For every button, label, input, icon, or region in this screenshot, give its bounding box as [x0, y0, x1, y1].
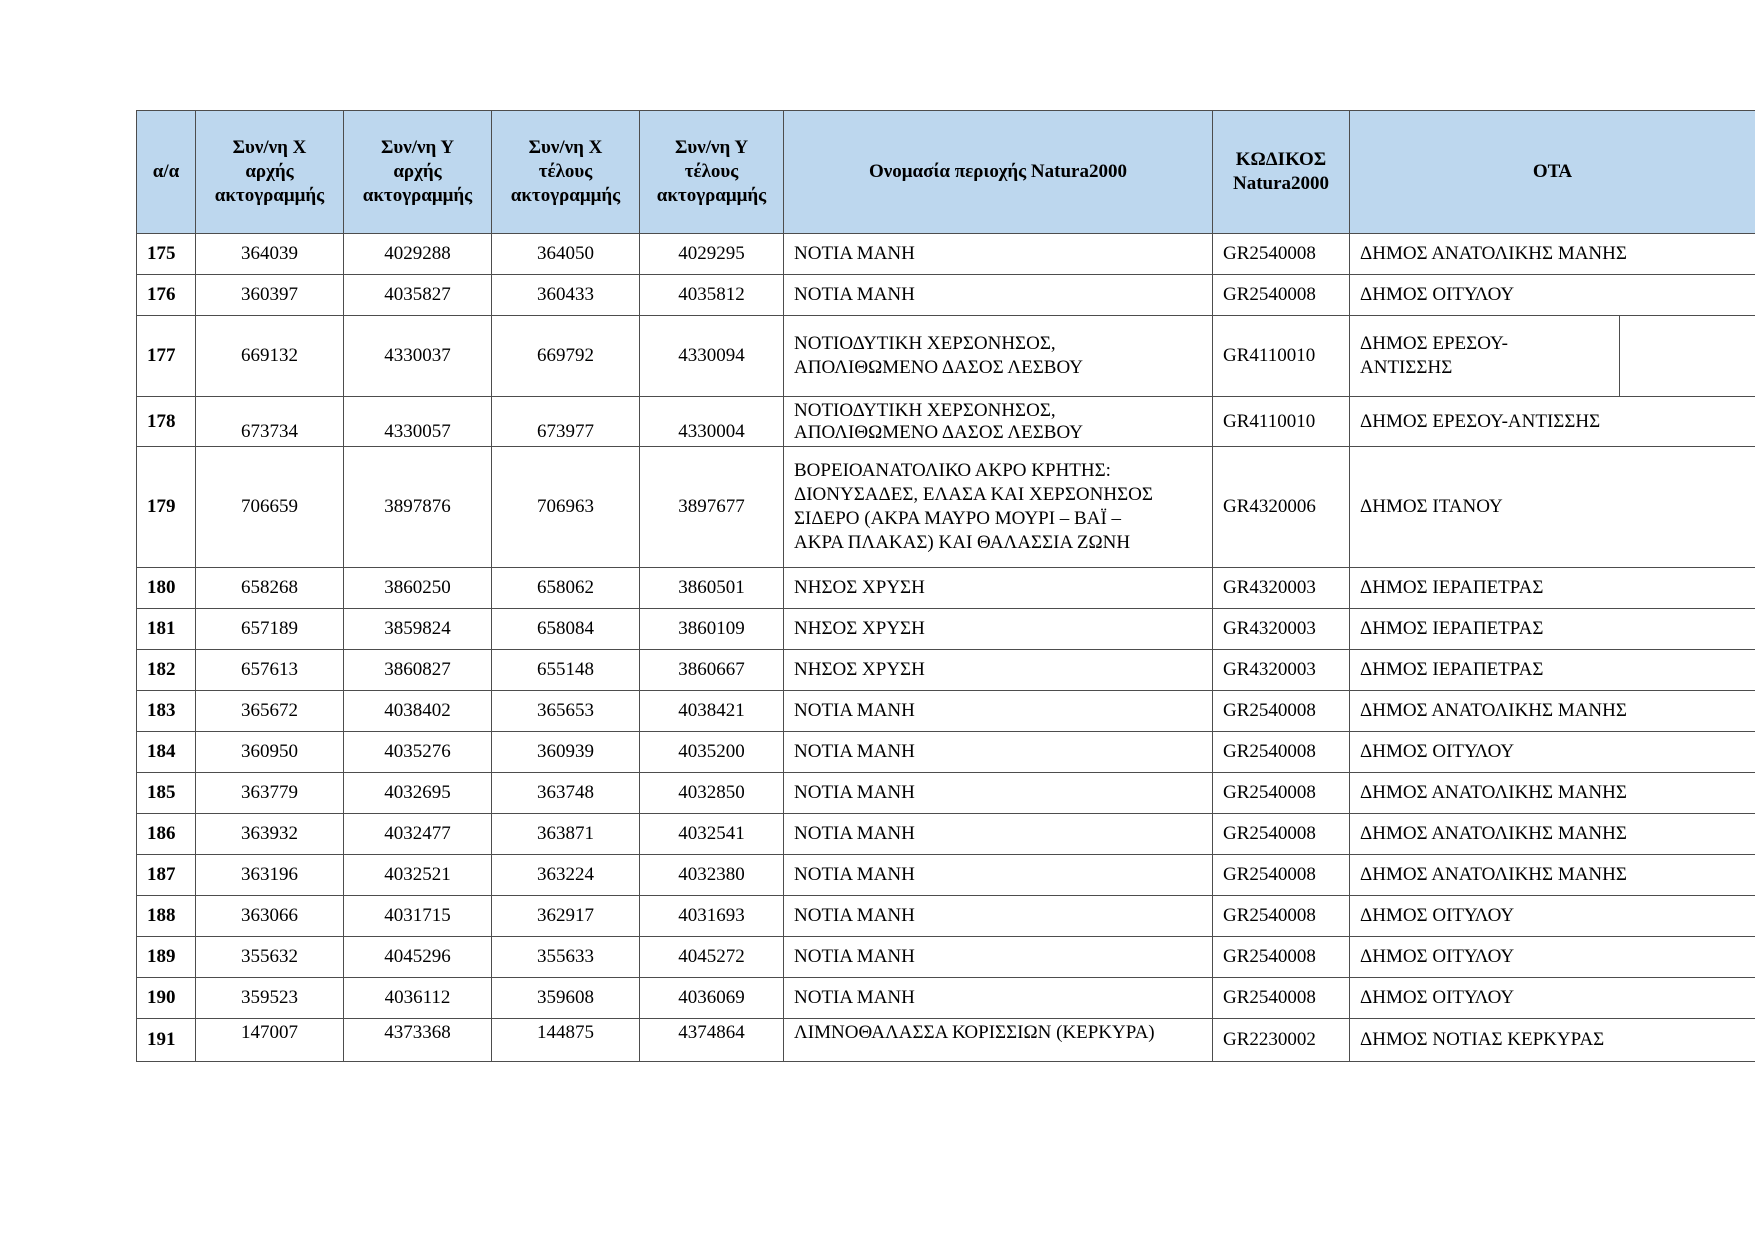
cell-x-start: 147007: [196, 1019, 344, 1062]
cell-aa: 186: [137, 814, 196, 855]
cell-ota: ΔΗΜΟΣ ΙΤΑΝΟΥ: [1350, 447, 1755, 568]
table-row: [137, 978, 1755, 1019]
cell-name-line: ΑΚΡΑ ΠΛΑΚΑΣ) ΚΑΙ ΘΑΛΑΣΣΙΑ ΖΩΝΗ: [794, 532, 1131, 553]
cell-name: ΝΗΣΟΣ ΧΡΥΣΗ: [784, 650, 1213, 691]
cell-x-end: 362917: [492, 896, 640, 937]
header-x-end-line: τέλους: [538, 161, 593, 182]
cell-y-end: 4035812: [640, 275, 784, 316]
cell-code: GR2540008: [1213, 937, 1350, 978]
cell-name: ΝΗΣΟΣ ΧΡΥΣΗ: [784, 568, 1213, 609]
cell-x-end: 365653: [492, 691, 640, 732]
cell-y-end: 4330094: [640, 316, 784, 397]
cell-x-start: 669132: [196, 316, 344, 397]
cell-ota: ΔΗΜΟΣ ΟΙΤΥΛΟΥ: [1350, 937, 1755, 978]
table-row: [137, 773, 1755, 814]
table-header-row: [137, 111, 1755, 234]
cell-name-line: ΑΠΟΛΙΘΩΜΕΝΟ ΔΑΣΟΣ ΛΕΣΒΟΥ: [794, 421, 1083, 443]
cell-ota: ΔΗΜΟΣ ΑΝΑΤΟΛΙΚΗΣ ΜΑΝΗΣ: [1350, 855, 1755, 896]
cell-x-end: 355633: [492, 937, 640, 978]
cell-aa: 191: [137, 1019, 196, 1062]
cell-y-end: 4035200: [640, 732, 784, 773]
header-x-start: [196, 111, 344, 234]
cell-x-end: 673977: [492, 397, 640, 447]
table-row: [137, 275, 1755, 316]
cell-y-end: 4032541: [640, 814, 784, 855]
cell-y-start: 4330037: [344, 316, 492, 397]
ota-split: [1350, 316, 1755, 396]
cell-y-end: 4031693: [640, 896, 784, 937]
cell-x-start: 658268: [196, 568, 344, 609]
header-x-end-line: ακτογραμμής: [510, 185, 621, 206]
table-row: [137, 316, 1755, 397]
cell-x-start: 363066: [196, 896, 344, 937]
cell-ota: ΔΗΜΟΣ ΕΡΕΣΟΥ-ΑΝΤΙΣΣΗΣ: [1350, 397, 1755, 447]
cell-ota: [1350, 316, 1755, 397]
cell-y-start: 4032695: [344, 773, 492, 814]
header-y-end: [640, 111, 784, 234]
cell-code: GR2540008: [1213, 234, 1350, 275]
table-row: [137, 1019, 1755, 1062]
cell-y-end: 3860667: [640, 650, 784, 691]
header-y-end-line: τέλους: [684, 161, 739, 182]
cell-ota: ΔΗΜΟΣ ΑΝΑΤΟΛΙΚΗΣ ΜΑΝΗΣ: [1350, 234, 1755, 275]
cell-name: ΝΟΤΙΑ ΜΑΝΗ: [784, 234, 1213, 275]
cell-aa: 182: [137, 650, 196, 691]
cell-y-start: 4029288: [344, 234, 492, 275]
cell-x-start: 365672: [196, 691, 344, 732]
cell-x-end: 360433: [492, 275, 640, 316]
cell-x-start: 706659: [196, 447, 344, 568]
cell-y-start: 4035276: [344, 732, 492, 773]
header-x-start-line: ακτογραμμής: [214, 185, 325, 206]
cell-x-start: 363779: [196, 773, 344, 814]
cell-x-end: 359608: [492, 978, 640, 1019]
table-row: [137, 732, 1755, 773]
cell-name: ΝΗΣΟΣ ΧΡΥΣΗ: [784, 609, 1213, 650]
cell-x-end: 658084: [492, 609, 640, 650]
cell-aa: 175: [137, 234, 196, 275]
cell-code: GR2540008: [1213, 691, 1350, 732]
cell-x-end: 363748: [492, 773, 640, 814]
cell-ota: ΔΗΜΟΣ ΙΕΡΑΠΕΤΡΑΣ: [1350, 609, 1755, 650]
table-row: [137, 609, 1755, 650]
cell-name-line: ΣΙΔΕΡΟ (ΑΚΡΑ ΜΑΥΡΟ ΜΟΥΡΙ – ΒΑΪ –: [794, 508, 1122, 529]
cell-name-line: ΑΠΟΛΙΘΩΜΕΝΟ ΔΑΣΟΣ ΛΕΣΒΟΥ: [794, 357, 1083, 378]
cell-name: ΝΟΤΙΑ ΜΑΝΗ: [784, 855, 1213, 896]
cell-name: [784, 447, 1213, 568]
cell-name-line: ΝΟΤΙΟΔΥΤΙΚΗ ΧΕΡΣΟΝΗΣΟΣ,: [794, 333, 1056, 354]
header-code: [1213, 111, 1350, 234]
cell-y-start: 4031715: [344, 896, 492, 937]
table-row: [137, 234, 1755, 275]
cell-ota: ΔΗΜΟΣ ΟΙΤΥΛΟΥ: [1350, 978, 1755, 1019]
table-row: [137, 691, 1755, 732]
cell-y-end: 4330004: [640, 397, 784, 447]
cell-aa: 187: [137, 855, 196, 896]
cell-code: GR4320006: [1213, 447, 1350, 568]
cell-x-end: 669792: [492, 316, 640, 397]
cell-code: GR2540008: [1213, 275, 1350, 316]
table-row: [137, 937, 1755, 978]
cell-x-end: 706963: [492, 447, 640, 568]
cell-code: GR2540008: [1213, 773, 1350, 814]
cell-y-end: 4045272: [640, 937, 784, 978]
cell-y-start: 3860827: [344, 650, 492, 691]
cell-aa: 177: [137, 316, 196, 397]
cell-code: GR2540008: [1213, 855, 1350, 896]
cell-x-start: 355632: [196, 937, 344, 978]
header-x-start-line: αρχής: [245, 161, 294, 182]
cell-y-start: 3860250: [344, 568, 492, 609]
cell-aa: 180: [137, 568, 196, 609]
cell-name: ΝΟΤΙΑ ΜΑΝΗ: [784, 896, 1213, 937]
cell-name: ΝΟΤΙΑ ΜΑΝΗ: [784, 732, 1213, 773]
cell-code: GR4320003: [1213, 568, 1350, 609]
header-name: Ονομασία περιοχής Natura2000: [784, 111, 1213, 234]
cell-x-start: 364039: [196, 234, 344, 275]
table-row: [137, 896, 1755, 937]
cell-ota: ΔΗΜΟΣ ΝΟΤΙΑΣ ΚΕΡΚΥΡΑΣ: [1350, 1019, 1755, 1062]
ota-split-left: [1350, 316, 1620, 396]
cell-x-end: 658062: [492, 568, 640, 609]
cell-x-end: 144875: [492, 1019, 640, 1062]
cell-ota: ΔΗΜΟΣ ΑΝΑΤΟΛΙΚΗΣ ΜΑΝΗΣ: [1350, 773, 1755, 814]
cell-x-start: 657189: [196, 609, 344, 650]
cell-name: ΝΟΤΙΑ ΜΑΝΗ: [784, 275, 1213, 316]
cell-x-start: 657613: [196, 650, 344, 691]
cell-code: GR2540008: [1213, 978, 1350, 1019]
cell-name: ΝΟΤΙΑ ΜΑΝΗ: [784, 937, 1213, 978]
cell-ota: ΔΗΜΟΣ ΑΝΑΤΟΛΙΚΗΣ ΜΑΝΗΣ: [1350, 691, 1755, 732]
table-row: [137, 447, 1755, 568]
cell-x-start: 359523: [196, 978, 344, 1019]
cell-name: ΝΟΤΙΑ ΜΑΝΗ: [784, 773, 1213, 814]
cell-ota-line: ΑΝΤΙΣΣΗΣ: [1360, 357, 1453, 378]
cell-code: GR4110010: [1213, 397, 1350, 447]
cell-y-start: 4032477: [344, 814, 492, 855]
cell-code: GR4110010: [1213, 316, 1350, 397]
cell-y-start: 4045296: [344, 937, 492, 978]
table-row: [137, 814, 1755, 855]
cell-y-end: 4038421: [640, 691, 784, 732]
cell-ota: ΔΗΜΟΣ ΟΙΤΥΛΟΥ: [1350, 275, 1755, 316]
header-y-end-line: ακτογραμμής: [656, 185, 767, 206]
table-row: [137, 650, 1755, 691]
cell-y-end: 3897677: [640, 447, 784, 568]
cell-code: GR2540008: [1213, 814, 1350, 855]
cell-y-end: 4029295: [640, 234, 784, 275]
cell-name: [784, 316, 1213, 397]
cell-name-line: ΔΙΟΝΥΣΑΔΕΣ, ΕΛΑΣΑ ΚΑΙ ΧΕΡΣΟΝΗΣΟΣ: [794, 484, 1153, 505]
header-code-line: ΚΩΔΙΚΟΣ: [1235, 149, 1327, 170]
cell-ota-line: ΔΗΜΟΣ ΕΡΕΣΟΥ-: [1360, 333, 1508, 354]
cell-x-end: 360939: [492, 732, 640, 773]
cell-code: GR2540008: [1213, 732, 1350, 773]
cell-y-start: 4038402: [344, 691, 492, 732]
cell-aa: 188: [137, 896, 196, 937]
cell-x-start: 360950: [196, 732, 344, 773]
header-ota: ΟΤΑ: [1350, 111, 1755, 234]
cell-ota: ΔΗΜΟΣ ΟΙΤΥΛΟΥ: [1350, 896, 1755, 937]
cell-x-end: 363224: [492, 855, 640, 896]
cell-code: GR4320003: [1213, 650, 1350, 691]
cell-aa: 189: [137, 937, 196, 978]
header-x-end-line: Συν/νη Χ: [528, 137, 603, 158]
header-y-end-line: Συν/νη Υ: [674, 137, 749, 158]
cell-y-end: 4374864: [640, 1019, 784, 1062]
cell-y-end: 3860501: [640, 568, 784, 609]
cell-aa: 183: [137, 691, 196, 732]
cell-aa: 185: [137, 773, 196, 814]
cell-x-end: 363871: [492, 814, 640, 855]
cell-name-line: ΒΟΡΕΙΟΑΝΑΤΟΛΙΚΟ ΑΚΡΟ ΚΡΗΤΗΣ:: [794, 460, 1111, 481]
cell-y-end: 4032850: [640, 773, 784, 814]
cell-x-start: 363932: [196, 814, 344, 855]
cell-y-start: 3897876: [344, 447, 492, 568]
cell-aa: 184: [137, 732, 196, 773]
cell-y-end: 4036069: [640, 978, 784, 1019]
cell-aa: 181: [137, 609, 196, 650]
table-row: [137, 397, 1755, 447]
header-code-line: Natura2000: [1232, 173, 1330, 194]
cell-code: GR2230002: [1213, 1019, 1350, 1062]
cell-y-start: 4330057: [344, 397, 492, 447]
cell-aa: 179: [137, 447, 196, 568]
cell-name-line: ΝΟΤΙΟΔΥΤΙΚΗ ΧΕΡΣΟΝΗΣΟΣ,: [794, 399, 1056, 421]
cell-x-start: 360397: [196, 275, 344, 316]
natura-table-container: [136, 110, 1755, 1062]
cell-x-start: 673734: [196, 397, 344, 447]
cell-y-start: 4036112: [344, 978, 492, 1019]
cell-code: GR4320003: [1213, 609, 1350, 650]
cell-y-start: 4373368: [344, 1019, 492, 1062]
cell-aa: 190: [137, 978, 196, 1019]
header-x-start-line: Συν/νη Χ: [232, 137, 307, 158]
header-y-start: [344, 111, 492, 234]
cell-x-end: 655148: [492, 650, 640, 691]
cell-ota: ΔΗΜΟΣ ΑΝΑΤΟΛΙΚΗΣ ΜΑΝΗΣ: [1350, 814, 1755, 855]
table-row: [137, 855, 1755, 896]
cell-y-start: 4032521: [344, 855, 492, 896]
header-y-start-line: ακτογραμμής: [362, 185, 473, 206]
cell-y-start: 4035827: [344, 275, 492, 316]
natura-coastline-table: [136, 110, 1755, 1062]
cell-name: ΛΙΜΝΟΘΑΛΑΣΣΑ ΚΟΡΙΣΣΙΩΝ (ΚΕΡΚΥΡΑ): [784, 1019, 1213, 1062]
cell-code: GR2540008: [1213, 896, 1350, 937]
cell-y-end: 3860109: [640, 609, 784, 650]
cell-y-start: 3859824: [344, 609, 492, 650]
cell-name: ΝΟΤΙΑ ΜΑΝΗ: [784, 978, 1213, 1019]
header-y-start-line: αρχής: [393, 161, 442, 182]
header-aa: α/α: [137, 111, 196, 234]
cell-x-start: 363196: [196, 855, 344, 896]
cell-ota: ΔΗΜΟΣ ΙΕΡΑΠΕΤΡΑΣ: [1350, 650, 1755, 691]
cell-ota: ΔΗΜΟΣ ΟΙΤΥΛΟΥ: [1350, 732, 1755, 773]
cell-y-end: 4032380: [640, 855, 784, 896]
header-x-end: [492, 111, 640, 234]
cell-ota: ΔΗΜΟΣ ΙΕΡΑΠΕΤΡΑΣ: [1350, 568, 1755, 609]
cell-name: ΝΟΤΙΑ ΜΑΝΗ: [784, 691, 1213, 732]
cell-aa: 176: [137, 275, 196, 316]
cell-name: [784, 397, 1213, 447]
table-row: [137, 568, 1755, 609]
cell-aa: 178: [137, 397, 196, 447]
cell-x-end: 364050: [492, 234, 640, 275]
cell-name: ΝΟΤΙΑ ΜΑΝΗ: [784, 814, 1213, 855]
header-y-start-line: Συν/νη Υ: [380, 137, 455, 158]
